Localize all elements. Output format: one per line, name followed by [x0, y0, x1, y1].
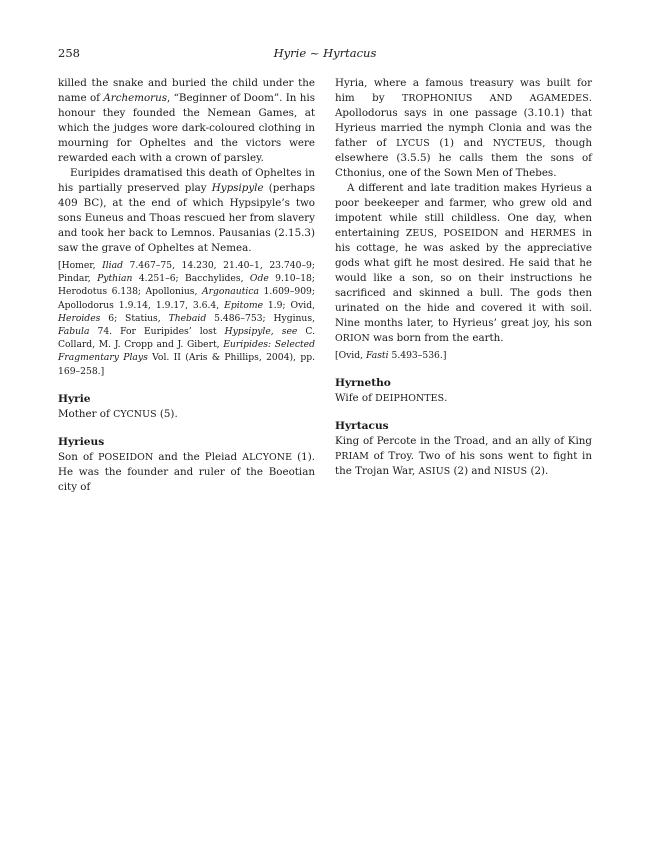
paragraph-euripides [58, 166, 315, 256]
cross-reference: ZEUS [405, 228, 434, 239]
text-run: of Troy. Two of his sons went to fight in the Trojan War, [335, 450, 592, 478]
text-run: was born from the earth. [369, 332, 504, 344]
entry-hyrtacus [335, 434, 592, 479]
text-run: (1) and [429, 137, 493, 149]
entry-hyrie [58, 407, 315, 422]
text-run: Hyria, where a famous treasury was built for him by [335, 77, 592, 104]
italic-run: Argonautica [201, 286, 259, 298]
running-title: Hyrie ~ Hyrtacus [273, 46, 377, 60]
text-run: 5.493–536.] [388, 350, 447, 361]
text-run: (perhaps 409 BC), at the end of which Hypsipyle’s two sons Euneus and Thoas rescued her from slavery and took her back to Lemnos. Pausanias (2.15.3) saw the grave of Opheltes at Nemea. [58, 182, 315, 254]
italic-run: Fabula [58, 326, 90, 338]
paragraph-archemorus [58, 76, 315, 166]
text-run: A different and late tradition makes Hyrieus a poor beekeeper and farmer, who grew old and impotent while still childless. One day, when entertaining [335, 182, 592, 239]
text-run: , though elsewhere (3.5.5) he calls them the sons of Cthonius, one of the Sown Men of Thebes. [335, 137, 592, 179]
text-run: [Ovid, [335, 350, 366, 361]
text-run: [Homer, [58, 260, 103, 271]
cross-reference: LYCUS [396, 138, 430, 149]
text-run: (2) and [450, 465, 495, 478]
paragraph-beekeeper [335, 181, 592, 346]
cross-reference: NISUS [494, 466, 528, 478]
text-run: (1). He was the founder and ruler of the Boeotian city of [58, 450, 315, 493]
text-run: , [270, 326, 282, 338]
cross-reference: ORION [335, 333, 370, 344]
references-hyrieus [335, 349, 592, 362]
headword-hyrnetho: Hyrnetho [335, 377, 391, 390]
text-run: and [498, 227, 531, 239]
references-opheltes [58, 259, 315, 378]
italic-run: Epitome [224, 299, 264, 311]
italic-run: Thebaid [168, 312, 207, 324]
italic-run: see [281, 326, 298, 338]
text-run: Wife of [335, 392, 376, 405]
text-run: in his cottage, he was asked by the appreciative gods what gift he most desired. He said that he would like a son, so on their instructions he sacrificed and skinned a bull. The gods then urinated on the hide and covered it with soil. Nine months later, to Hyrieus’ great joy, his son [335, 227, 593, 329]
text-run: (2). [527, 465, 549, 478]
italic-run: Iliad [102, 260, 123, 271]
text-run: 1.9; Ovid, [263, 299, 315, 311]
cross-reference: ALCYONE [242, 451, 293, 463]
italic-run: Hypsipyle [224, 326, 271, 338]
cross-reference: NYCTEUS [492, 138, 543, 149]
page-number: 258 [58, 46, 80, 60]
text-run: (5). [156, 407, 178, 420]
paragraph-hyria [335, 76, 592, 181]
text-run: King of Percote in the Troad, and an ally of King [335, 435, 592, 448]
right-column [335, 76, 592, 479]
text-run: and the Pleiad [153, 450, 243, 463]
text-run: Vol. II (Aris & Phillips, 2004), pp. 169–258.] [58, 352, 315, 377]
headword-hyrieus: Hyrieus [58, 435, 105, 448]
text-run: Son of [58, 450, 99, 463]
text-run: Mother of [58, 407, 114, 420]
text-run: , [433, 227, 444, 239]
italic-run: Hypsipyle [211, 182, 264, 194]
text-run: 4.251–6; Bacchylides, [132, 273, 250, 285]
headword-hyrtacus: Hyrtacus [335, 420, 389, 433]
text-run: , “Beginner of Doom”. In his honour they founded the Nemean Games, at which the judges wore dark-coloured clothing in mourning for Opheltes and the victors were rewarded each with a crown of parsley. [58, 92, 315, 164]
cross-reference: ASIUS [418, 466, 451, 478]
text-run: C. Collard, M. J. Cropp and J. Gibert, [58, 326, 315, 351]
text-run: 74. For Euripides’ lost [89, 326, 225, 338]
italic-run: Pythian [97, 273, 133, 285]
text-run: 5.486–753; Hyginus, [206, 312, 315, 324]
text-run: . [444, 392, 448, 405]
cross-reference: DEIPHONTES [375, 393, 445, 405]
page-header [58, 46, 592, 62]
cross-reference: POSEIDON [98, 451, 154, 463]
text-run: . Apollodorus says in one passage (3.10.1) that Hyrieus married the nymph Clonia and was the father of [335, 92, 592, 149]
entry-hyrieus [58, 450, 315, 495]
italic-run: Euripides: Selected Fragmentary Plays [58, 339, 315, 364]
italic-run: Heroides [58, 312, 101, 324]
cross-reference: TROPHONIUS AND AGAMEDES [401, 93, 589, 104]
left-column [58, 76, 315, 495]
text-run: Euripides dramatised this death of Opheltes in his partially preserved play [58, 167, 315, 194]
text-run: 6; Statius, [100, 312, 169, 324]
entry-hyrnetho [335, 391, 592, 406]
cross-reference: POSEIDON [443, 228, 499, 239]
text-run: 7.467–75, 14.230, 21.40–1, 23.740–9; Pindar, [58, 260, 315, 285]
text-run: killed the snake and buried the child under the name of [58, 77, 315, 104]
text-run: 1.609–909; Apollodorus 1.9.14, 1.9.17, 3.6.4, [58, 286, 315, 311]
italic-run: Ode [249, 273, 269, 285]
cross-reference: PRIAM [335, 451, 369, 463]
cross-reference: HERMES [530, 228, 576, 239]
cross-reference: CYCNUS [113, 408, 157, 420]
headword-hyrie: Hyrie [58, 392, 91, 405]
italic-run: Archemorus [103, 92, 167, 104]
italic-run: Fasti [365, 350, 389, 361]
text-run: 9.10–18; Herodotus 6.138; Apollonius, [58, 273, 315, 298]
